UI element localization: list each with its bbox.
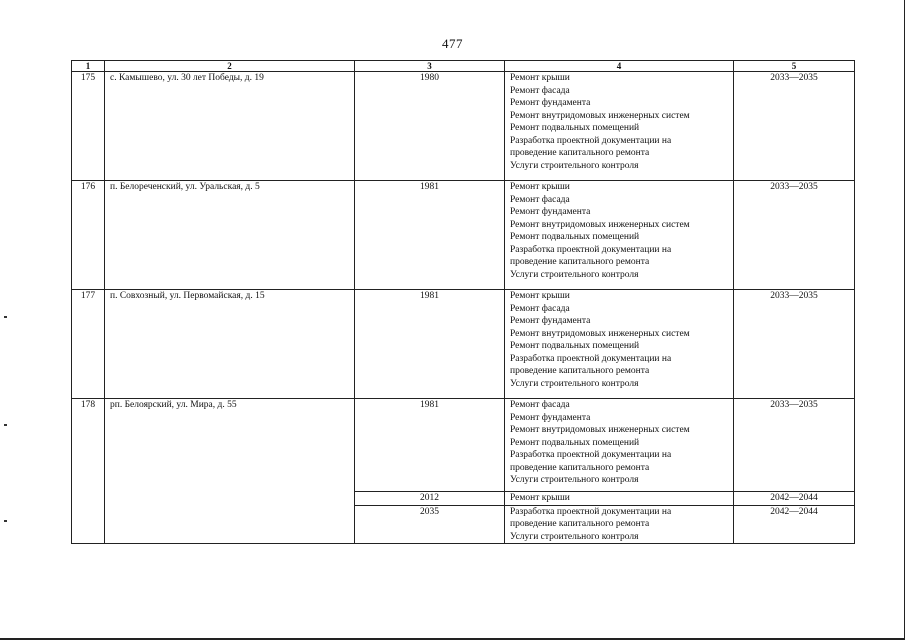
- year-cell: 2012: [355, 492, 505, 506]
- work-item: Ремонт фасада: [510, 303, 570, 314]
- header-col-4: 4: [505, 61, 734, 72]
- works-cell: [505, 492, 734, 506]
- works-cell: [505, 181, 734, 290]
- address-cell: п. Белореченский, ул. Уральская, д. 5: [105, 181, 355, 290]
- work-item: Ремонт фундамента: [510, 412, 591, 423]
- works-cell: [505, 72, 734, 181]
- works-cell: [505, 290, 734, 399]
- work-item: Услуги строительного контроля: [510, 475, 639, 485]
- row-number: 176: [72, 181, 105, 290]
- table-row: [72, 181, 855, 290]
- work-item: Ремонт крыши: [510, 182, 570, 192]
- table-row: [72, 399, 855, 492]
- header-col-3: 3: [355, 61, 505, 72]
- work-item: Услуги строительного контроля: [510, 160, 639, 171]
- work-item: Ремонт фасада: [510, 194, 570, 205]
- work-item: Ремонт подвальных помещений: [510, 123, 640, 133]
- work-item: Разработка проектной документации на: [510, 450, 672, 460]
- work-item: Ремонт фасада: [510, 400, 570, 410]
- work-item: Ремонт крыши: [510, 73, 570, 83]
- work-item: Ремонт внутридомовых инженерных систем: [510, 219, 690, 230]
- period-cell: 2042—2044: [734, 505, 855, 544]
- work-item: Ремонт фундамента: [510, 316, 591, 326]
- table-row: [72, 290, 855, 399]
- work-item: Ремонт фасада: [510, 85, 570, 96]
- work-item: Ремонт фундамента: [510, 98, 591, 108]
- work-item: Разработка проектной документации на: [510, 244, 672, 255]
- row-number: 177: [72, 290, 105, 399]
- period-cell: 2033—2035: [734, 399, 855, 492]
- address-cell: с. Камышево, ул. 30 лет Победы, д. 19: [105, 72, 355, 181]
- table-row: [72, 72, 855, 181]
- period-cell: 2033—2035: [734, 72, 855, 181]
- row-number: 178: [72, 399, 105, 544]
- table-body: [72, 72, 855, 544]
- work-item: проведение капитального ремонта: [510, 366, 650, 376]
- year-cell: 1981: [355, 181, 505, 290]
- work-item: Услуги строительного контроля: [510, 269, 639, 280]
- year-cell: 1980: [355, 72, 505, 181]
- year-cell: 1981: [355, 399, 505, 492]
- repair-schedule-table: [71, 60, 855, 544]
- header-col-5: 5: [734, 61, 855, 72]
- work-item: Разработка проектной документации на: [510, 353, 672, 364]
- work-item: Ремонт подвальных помещений: [510, 437, 640, 448]
- period-cell: 2033—2035: [734, 181, 855, 290]
- address-cell: п. Совхозный, ул. Первомайская, д. 15: [105, 290, 355, 399]
- work-item: Ремонт внутридомовых инженерных систем: [510, 110, 690, 121]
- work-item: Ремонт подвальных помещений: [510, 341, 640, 351]
- work-item: Услуги строительного контроля: [510, 378, 639, 389]
- row-number: 175: [72, 72, 105, 181]
- margin-mark: [4, 316, 7, 318]
- address-cell: рп. Белоярский, ул. Мира, д. 55: [105, 399, 355, 544]
- works-cell: [505, 399, 734, 492]
- table-header-row: [72, 61, 855, 72]
- page-number: 477: [442, 36, 463, 51]
- work-item: Разработка проектной документации на: [510, 506, 672, 517]
- margin-mark: [4, 520, 7, 522]
- work-item: Ремонт крыши: [510, 493, 570, 503]
- work-item: проведение капитального ремонта: [510, 519, 650, 529]
- year-cell: 1981: [355, 290, 505, 399]
- margin-mark: [4, 424, 7, 426]
- work-item: Ремонт крыши: [510, 291, 570, 301]
- period-cell: 2033—2035: [734, 290, 855, 399]
- work-item: Ремонт внутридомовых инженерных систем: [510, 328, 690, 339]
- work-item: Услуги строительного контроля: [510, 531, 639, 542]
- work-item: проведение капитального ремонта: [510, 462, 650, 473]
- works-cell: [505, 505, 734, 544]
- work-item: Ремонт внутридомовых инженерных систем: [510, 425, 690, 435]
- work-item: Ремонт подвальных помещений: [510, 232, 640, 242]
- period-cell: 2042—2044: [734, 492, 855, 506]
- work-item: проведение капитального ремонта: [510, 257, 650, 267]
- work-item: Ремонт фундамента: [510, 207, 591, 217]
- work-item: Разработка проектной документации на: [510, 135, 672, 146]
- year-cell: 2035: [355, 505, 505, 544]
- header-col-2: 2: [105, 61, 355, 72]
- work-item: проведение капитального ремонта: [510, 148, 650, 158]
- header-col-1: 1: [72, 61, 105, 72]
